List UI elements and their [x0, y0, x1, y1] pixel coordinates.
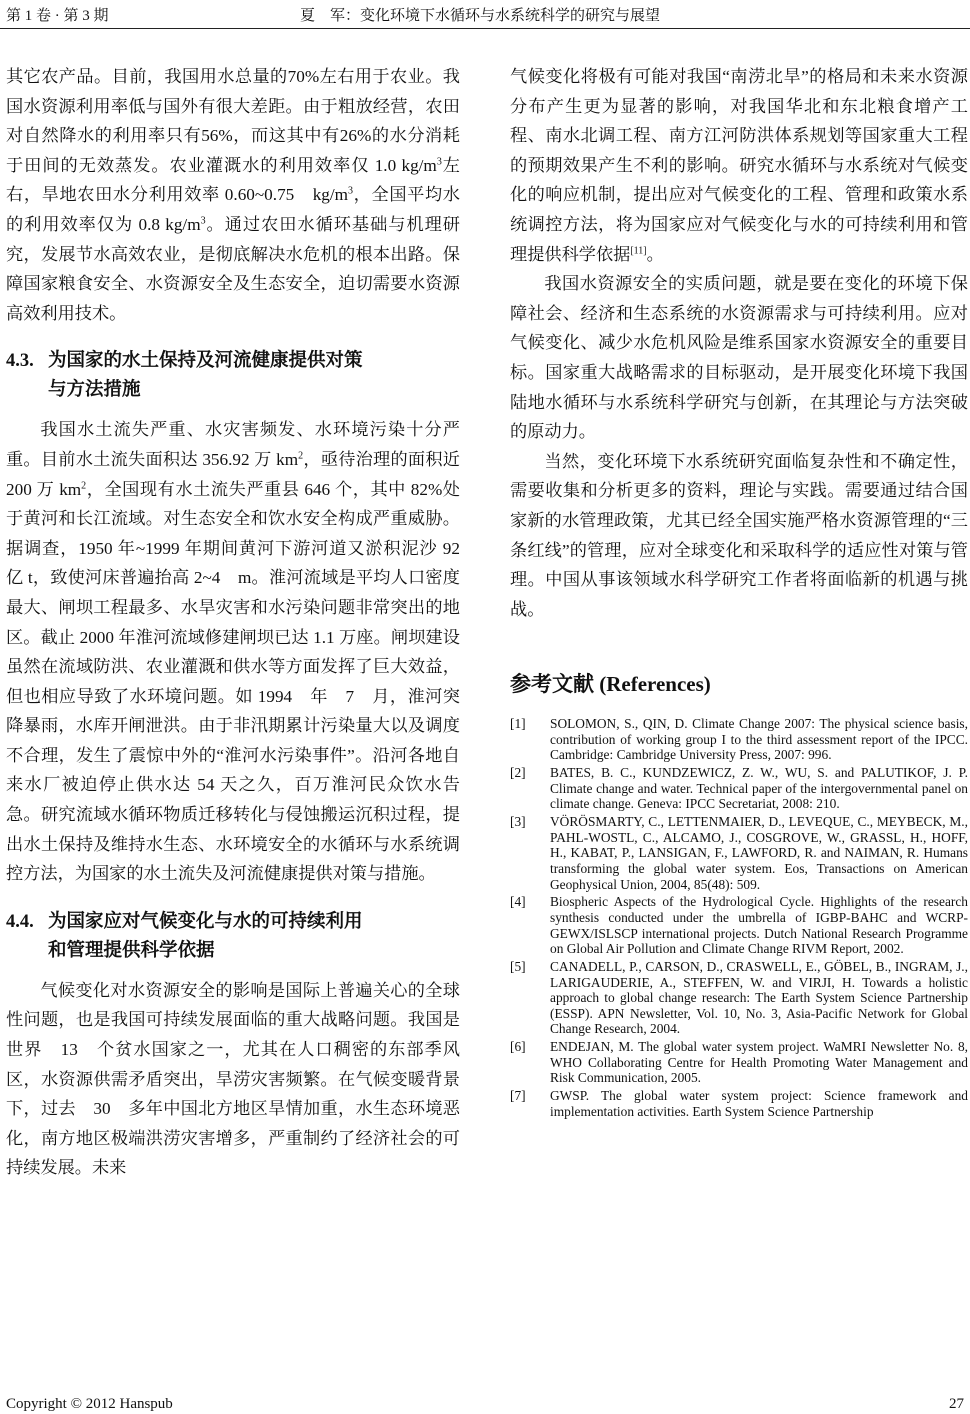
page-footer	[6, 1396, 964, 1413]
text-run: 左右，旱地农田水分利用效率 0.60~0.75 kg/m	[6, 155, 460, 205]
reference-number: [6]	[510, 1039, 526, 1055]
section-number: 4.4.	[6, 911, 34, 932]
paragraph	[510, 62, 968, 269]
section-heading-4-4	[6, 907, 460, 964]
paragraph	[510, 269, 968, 447]
text-run: 我国水资源安全的实质问题，就是要在变化的环境下保障社会、经济和生态系统的水资源需求与可持续利用。应对气候变化、减少水危机风险是维系国家水资源安全的重要目标。国家重大战略需求的目标驱动，是开展变化环境下我国陆地水循环与水系统科学研究与创新，在其理论与方法突破的原动力。	[510, 274, 968, 442]
reference-number: [1]	[510, 716, 526, 732]
reference-text: GWSP. The global water system project: Science framework and implementation activities. Earth System Science Partnership	[550, 1088, 968, 1119]
text-run: ，全国现有水土流失严重县 646 个，其中 82%处于黄河和长江流域。对生态安全和饮水安全构成严重威胁。据调查，1950 年~1999 年期间黄河下游河道又淤积泥沙 92 亿 t，致使河床普遍抬高 2~4 m。淮河流域是平均人口密度最大、闸坝工程最多、水旱灾害和水污染问题非常突出的地区。截止 2000 年淮河流域修建闸坝已达 1.1 万座。闸坝建设虽然在流域防洪、农业灌溉和供水等方面发挥了巨大效益，但也相应导致了水环境问题。如 1994 年 7 月，淮河突降暴雨，水库开闸泄洪。由于非汛期累计污染量大以及调度不合理，发生了震惊中外的“淮河水污染事件”。沿河各地自来水厂被迫停止供水达 54 天之久，百万淮河民众饮水告急。研究流域水循环物质迁移转化与侵蚀搬运沉积过程，提出水土保持及维持水生态、水环境安全的水循环与水系统调控方法，为国家的水土流失及河流健康提供对策与措施。	[6, 479, 460, 884]
reference-list	[510, 716, 968, 1119]
text-run: ，全国平均水的利用效率仅为 0.8 kg/m	[6, 185, 460, 234]
references-heading: 参考文献 (References)	[510, 672, 711, 697]
text-run: 当然，变化环境下水系统研究面临复杂性和不确定性，需要收集和分析更多的资料，理论与实践。需要通过结合国家新的水管理政策，尤其已经全国实施严格水资源管理的“三条红线”的管理，应对全球变化和采取科学的适应性对策与管理。中国从事该领域水科学研究工作者将面临新的机遇与挑战。	[510, 451, 968, 619]
heading-line: 与方法措施	[48, 378, 141, 400]
reference-text: Biospheric Aspects of the Hydrological Cycle. Highlights of the research synthesis conducted under the umbrella of IGBP-BAHC and WCRP-GEWX/ISLSCP international projects. Dutch National Research Programme on Global Air Pollution and Climate Change RIVM Report, 2002.	[550, 894, 968, 957]
text-run: 气候变化对水资源安全的影响是国际上普遍关心的全球性问题，也是我国可持续发展面临的重大战略问题。我国是世界 13 个贫水国家之一，尤其在人口稠密的东部季风区，水资源供需矛盾突出，旱涝灾害频繁。在气候变暖背景下，过去 30 多年中国北方地区旱情加重，水生态环境恶化，南方地区极端洪涝灾害增多，严重制约了经济社会的可持续发展。未来	[6, 980, 460, 1178]
superscript: 3	[436, 156, 442, 168]
running-title: 夏 军：变化环境下水循环与水系统科学的研究与展望	[300, 8, 661, 24]
reference-item	[510, 716, 968, 763]
paragraph	[6, 62, 460, 328]
reference-item	[510, 1088, 968, 1119]
text-run: 我国水土流失严重、水灾害频发、水环境污染十分严重。目前水土流失面积达 356.92 万 km	[6, 420, 460, 469]
copyright: Copyright © 2012 Hanspub	[6, 1396, 173, 1412]
reference-text: CANADELL, P., CARSON, D., CRASWELL, E., GÖBEL, B., INGRAM, J., LARIGAUDERIE, A., STEFFEN, W. and VIRJI, H. Towards a holistic approach to global change research: The Earth System Science Partnership (ESSP). APN Newsletter, Vol. 10, No. 3, Asia-Pacific Network for Global Change Research, 2004.	[550, 958, 968, 1037]
reference-item	[510, 894, 968, 956]
paragraph	[6, 415, 460, 889]
reference-item	[510, 765, 968, 812]
heading-line: 为国家应对气候变化与水的可持续利用	[48, 909, 363, 931]
text-run: 。	[646, 244, 664, 264]
section-heading-4-3	[6, 346, 460, 403]
right-column	[510, 62, 968, 1121]
running-header	[0, 0, 970, 29]
superscript: 2	[298, 450, 304, 462]
reference-item	[510, 1039, 968, 1086]
reference-item	[510, 814, 968, 892]
paragraph	[510, 447, 968, 625]
text-run: 。通过农田水循环基础与机理研究，发展节水高效农业，是彻底解决水危机的根本出路。保障国家粮食安全、水资源安全及生态安全，迫切需要水资源高效利用技术。	[6, 214, 460, 323]
superscript: 3	[348, 185, 354, 197]
reference-number: [7]	[510, 1088, 526, 1104]
heading-line: 和管理提供科学依据	[48, 938, 215, 960]
paragraph	[6, 976, 460, 1183]
left-column	[6, 62, 460, 1183]
superscript: 3	[200, 215, 206, 227]
text-run: 其它农产品。目前，我国用水总量的70%左右用于农业。我国水资源利用率低与国外有很大差距。由于粗放经营，农田对自然降水的利用率只有56%，而这其中有26%的水分消耗于田间的无效蒸发。农业灌溉水的利用效率仅 1.0 kg/m	[6, 67, 460, 175]
journal-issue: 第 1 卷 · 第 3 期	[6, 8, 109, 24]
superscript: [11]	[630, 244, 647, 256]
text-run: ，亟待治理的面积近 200 万 km	[6, 449, 460, 499]
reference-item	[510, 959, 968, 1037]
section-number: 4.3.	[6, 351, 34, 372]
page-number: 27	[949, 1396, 964, 1412]
reference-text: ENDEJAN, M. The global water system project. WaMRI Newsletter No. 8, WHO Collaborating Centre for Health Promoting Water Management and Risk Communication, 2005.	[550, 1039, 968, 1086]
reference-number: [2]	[510, 765, 526, 781]
reference-text: BATES, B. C., KUNDZEWICZ, Z. W., WU, S. and PALUTIKOF, J. P. Climate change and water. Technical paper of the intergovernmental panel on climate change. Geneva: IPCC Secretariat, 2008: 210.	[550, 765, 968, 812]
heading-line: 为国家的水土保持及河流健康提供对策	[48, 349, 363, 371]
reference-number: [3]	[510, 814, 526, 830]
reference-text: SOLOMON, S., QIN, D. Climate Change 2007: The physical science basis, contribution of working group I to the third assessment report of the IPCC. Cambridge: Cambridge University Press, 2007: 996.	[550, 716, 968, 763]
text-run: 气候变化将极有可能对我国“南涝北旱”的格局和未来水资源分布产生更为显著的影响，对我国华北和东北粮食增产工程、南水北调工程、南方江河防洪体系规划等国家重大工程的预期效果产生不利的影响。研究水循环与水系统对气候变化的响应机制，提出应对气候变化的工程、管理和政策水系统调控方法，将为国家应对气候变化与水的可持续利用和管理提供科学依据	[510, 67, 968, 264]
reference-number: [4]	[510, 894, 526, 910]
reference-number: [5]	[510, 958, 526, 974]
superscript: 2	[81, 479, 87, 491]
reference-text: VÖRÖSMARTY, C., LETTENMAIER, D., LEVEQUE, C., MEYBECK, M., PAHL-WOSTL, C., ALCAMO, J., COSGROVE, W., GRASSL, H., HOFF, H., KABAT, P., LANSIGAN, F., LAWFORD, R. and NAIMAN, R. Humans transforming the global water system. Eos, Transactions on American Geophysical Union, 2004, 85(48): 509.	[550, 814, 968, 892]
